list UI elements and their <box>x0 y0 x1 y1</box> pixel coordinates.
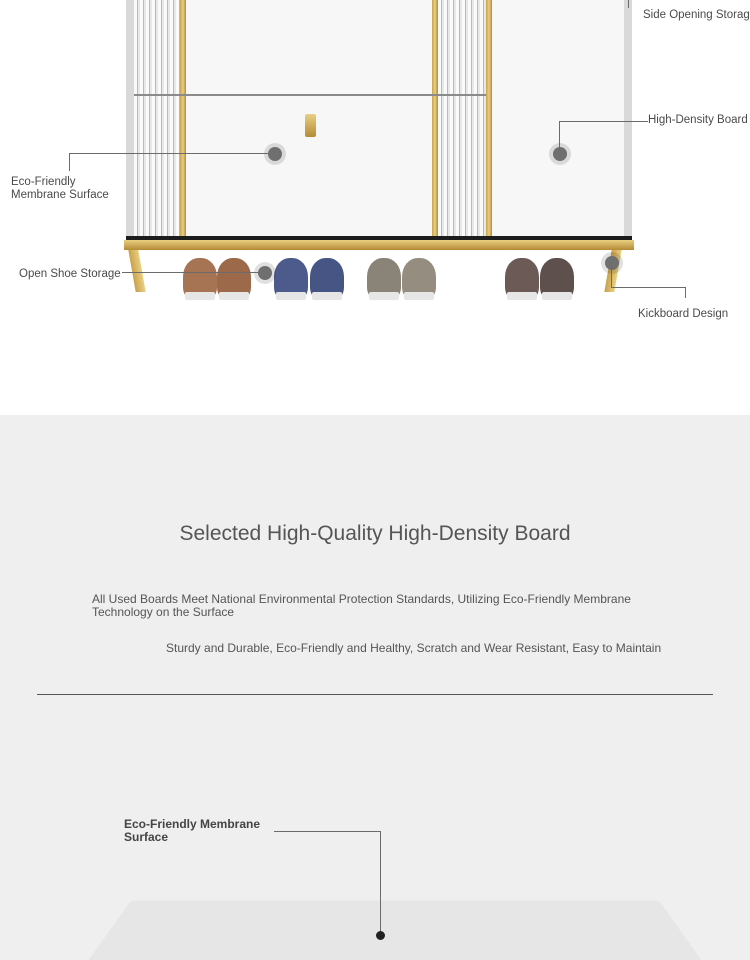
board-callout-line2: Surface <box>124 830 169 844</box>
shoe-dark-1 <box>505 258 539 300</box>
shoe-grey-1 <box>367 258 401 300</box>
cabinet-right-side <box>624 0 632 240</box>
high-density-marker <box>553 147 567 161</box>
side-opening-label: Side Opening Storag <box>643 9 750 21</box>
eco-membrane-label <box>11 176 109 202</box>
cabinet-leg-left <box>128 250 145 292</box>
kickboard-marker <box>605 256 619 270</box>
shoe-blue-2 <box>310 258 344 300</box>
cabinet-left-side <box>126 0 134 240</box>
kickboard-leader-h <box>611 287 686 288</box>
product-diagram-section <box>0 0 750 415</box>
eco-membrane-label-line1: Eco-Friendly <box>11 176 76 188</box>
gold-base-trim <box>124 240 634 250</box>
door-panel-right <box>492 0 624 236</box>
board-sample-image <box>85 901 704 960</box>
board-callout-leader-h <box>274 831 381 832</box>
feature-description-1 <box>92 593 652 619</box>
open-shoe-leader <box>122 272 260 273</box>
shoe-brown-2 <box>217 258 251 300</box>
eco-membrane-marker <box>268 147 282 161</box>
section-divider <box>37 694 713 695</box>
feature-description-1b: Technology on the Surface <box>92 605 235 619</box>
shoe-dark-2 <box>540 258 574 300</box>
drawer-divider-line <box>134 94 486 96</box>
open-shoe-marker <box>258 266 272 280</box>
fluted-panel-left <box>134 0 180 236</box>
side-opening-leader <box>628 0 629 8</box>
feature-description-2: Sturdy and Durable, Eco-Friendly and Healthy, Scratch and Wear Resistant, Easy to Maintain <box>166 641 662 655</box>
open-shoe-label: Open Shoe Storage <box>19 268 121 280</box>
kickboard-leader-v <box>611 262 612 287</box>
board-callout-label <box>124 818 260 844</box>
eco-membrane-leader-v <box>69 153 70 171</box>
fluted-panel-center <box>438 0 486 236</box>
high-density-leader-h <box>559 121 648 122</box>
feature-description-1a: All Used Boards Meet National Environmental Protection Standards, Utilizing Eco-Friendly Membrane <box>92 592 631 606</box>
shoe-brown-1 <box>183 258 217 300</box>
high-density-leader-v <box>559 121 560 151</box>
board-callout-line1: Eco-Friendly Membrane <box>124 817 261 831</box>
eco-membrane-leader-h <box>69 153 269 154</box>
kickboard-leader-end <box>685 287 686 298</box>
shoe-blue-1 <box>274 258 308 300</box>
high-density-label: High-Density Board <box>648 114 748 126</box>
board-callout-marker <box>376 931 385 940</box>
feature-title: Selected High-Quality High-Density Board <box>179 522 571 545</box>
board-feature-section <box>0 415 750 960</box>
board-callout-leader-v <box>380 831 381 935</box>
gold-handle <box>305 114 316 137</box>
shoe-grey-2 <box>402 258 436 300</box>
shoe-cabinet-image <box>126 0 632 240</box>
eco-membrane-label-line2: Membrane Surface <box>11 189 109 201</box>
kickboard-label: Kickboard Design <box>638 308 729 320</box>
